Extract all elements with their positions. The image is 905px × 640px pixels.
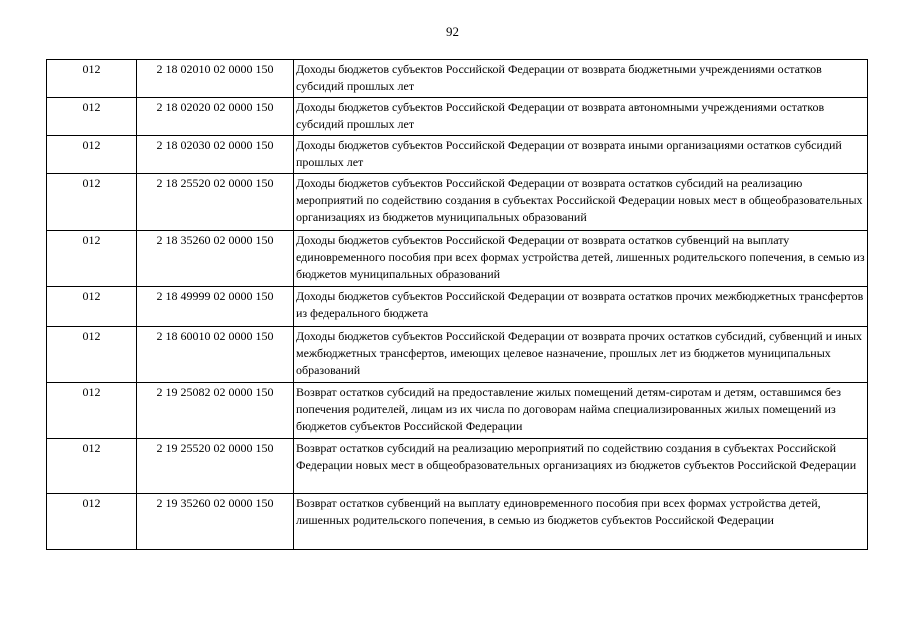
description-cell: Возврат остатков субвенций на выплату единовременного пособия при всех формах устройства детей, лишенных родительского попечения, в семью из бюджетов субъектов Российской Федерации bbox=[294, 494, 868, 550]
description-cell: Доходы бюджетов субъектов Российской Федерации от возврата остатков субсидий на реализацию мероприятий по содействию создания в субъектах Российской Федерации новых мест в общеобразовательных организациях из бюджетов муниципальных образований bbox=[294, 174, 868, 231]
description-cell: Доходы бюджетов субъектов Российской Федерации от возврата автономными учреждениями остатков субсидий прошлых лет bbox=[294, 98, 868, 136]
admin-code-cell: 012 bbox=[47, 439, 137, 494]
admin-code-cell: 012 bbox=[47, 98, 137, 136]
table-row bbox=[47, 383, 868, 439]
table-row bbox=[47, 174, 868, 231]
revenue-code-cell: 2 18 35260 02 0000 150 bbox=[137, 231, 294, 287]
description-cell: Возврат остатков субсидий на предоставление жилых помещений детям-сиротам и детям, оставшимся без попечения родителей, лицам из их числа по договорам найма специализированных жилых помещений из бюджетов субъектов Российской Федерации bbox=[294, 383, 868, 439]
admin-code-cell: 012 bbox=[47, 383, 137, 439]
admin-code-cell: 012 bbox=[47, 136, 137, 174]
revenue-code-cell: 2 18 49999 02 0000 150 bbox=[137, 287, 294, 327]
table-row bbox=[47, 287, 868, 327]
description-cell: Доходы бюджетов субъектов Российской Федерации от возврата прочих остатков субсидий, субвенций и иных межбюджетных трансфертов, имеющих целевое назначение, прошлых лет из бюджетов муниципальных образований bbox=[294, 327, 868, 383]
table-row bbox=[47, 98, 868, 136]
revenue-code-cell: 2 18 02030 02 0000 150 bbox=[137, 136, 294, 174]
admin-code-cell: 012 bbox=[47, 231, 137, 287]
revenue-code-cell: 2 18 60010 02 0000 150 bbox=[137, 327, 294, 383]
table-row bbox=[47, 439, 868, 494]
table-row bbox=[47, 494, 868, 550]
revenue-code-cell: 2 18 02020 02 0000 150 bbox=[137, 98, 294, 136]
description-cell: Доходы бюджетов субъектов Российской Федерации от возврата бюджетными учреждениями остатков субсидий прошлых лет bbox=[294, 60, 868, 98]
table-row bbox=[47, 60, 868, 98]
admin-code-cell: 012 bbox=[47, 60, 137, 98]
admin-code-cell: 012 bbox=[47, 174, 137, 231]
revenue-code-cell: 2 19 35260 02 0000 150 bbox=[137, 494, 294, 550]
revenue-code-cell: 2 18 25520 02 0000 150 bbox=[137, 174, 294, 231]
description-cell: Доходы бюджетов субъектов Российской Федерации от возврата остатков прочих межбюджетных трансфертов из федерального бюджета bbox=[294, 287, 868, 327]
description-cell: Доходы бюджетов субъектов Российской Федерации от возврата иными организациями остатков субсидий прошлых лет bbox=[294, 136, 868, 174]
admin-code-cell: 012 bbox=[47, 287, 137, 327]
admin-code-cell: 012 bbox=[47, 327, 137, 383]
revenue-code-cell: 2 19 25082 02 0000 150 bbox=[137, 383, 294, 439]
table-row bbox=[47, 327, 868, 383]
revenue-code-cell: 2 19 25520 02 0000 150 bbox=[137, 439, 294, 494]
table-row bbox=[47, 231, 868, 287]
budget-classification-table bbox=[46, 59, 868, 550]
revenue-code-cell: 2 18 02010 02 0000 150 bbox=[137, 60, 294, 98]
page-number: 92 bbox=[446, 24, 459, 39]
description-cell: Возврат остатков субсидий на реализацию мероприятий по содействию создания в субъектах Российской Федерации новых мест в общеобразовательных организациях из бюджетов субъектов Российской Федерации bbox=[294, 439, 868, 494]
table-row bbox=[47, 136, 868, 174]
admin-code-cell: 012 bbox=[47, 494, 137, 550]
description-cell: Доходы бюджетов субъектов Российской Федерации от возврата остатков субвенций на выплату единовременного пособия при всех формах устройства детей, лишенных родительского попечения, в семью из бюджетов муниципальных образований bbox=[294, 231, 868, 287]
